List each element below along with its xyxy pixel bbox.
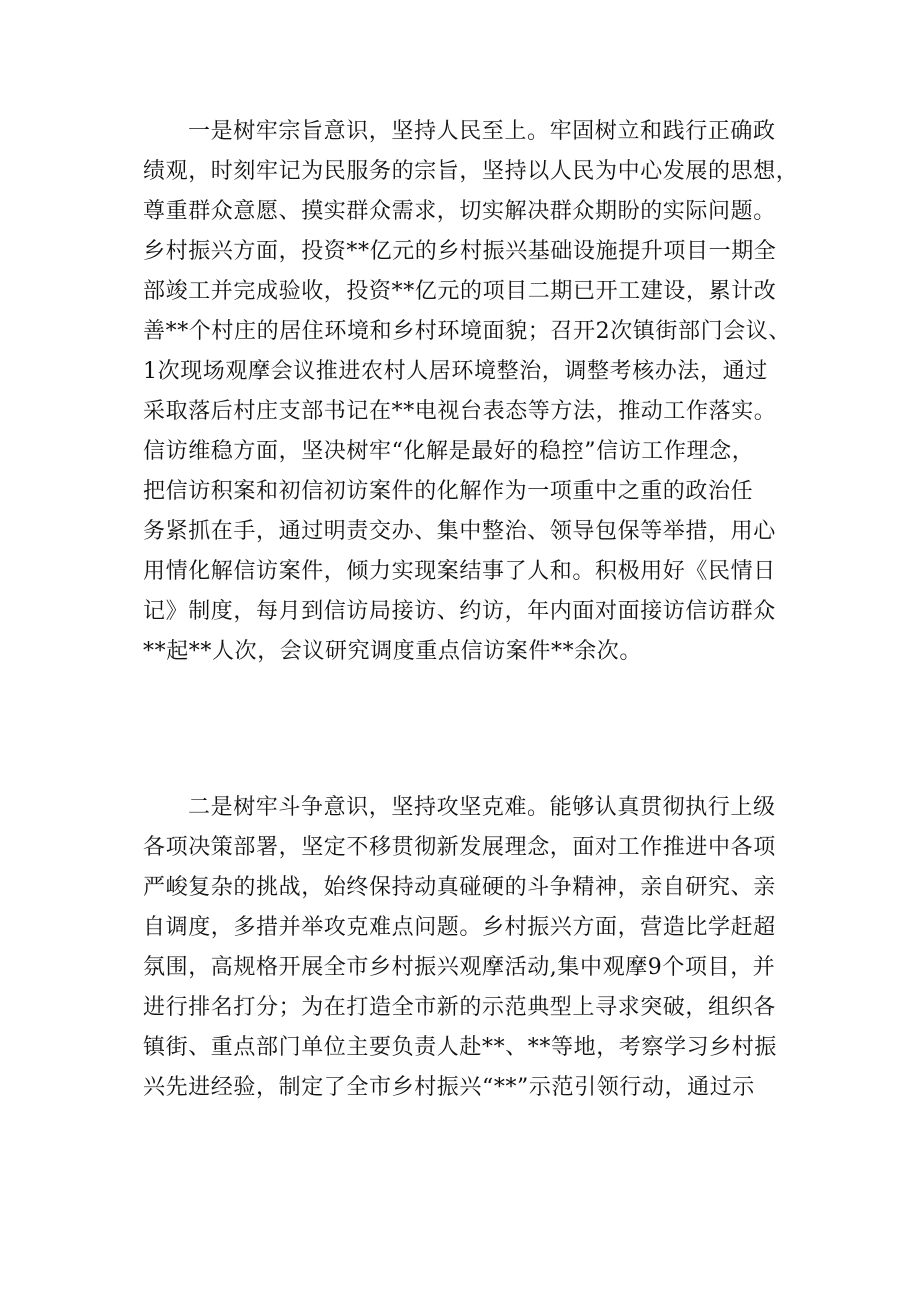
paragraph-1-line-11: 务紧抓在手，通过明责交办、集中整治、领导包保等举措，用心: [143, 519, 776, 544]
paragraph-2-line-4: 自调度，多措并举攻克难点问题。乡村振兴方面，营造比学赶超: [143, 915, 776, 940]
paragraph-2: [143, 788, 803, 1108]
paragraph-2-line-7: 镇街、重点部门单位主要负责人赴**、**等地，考察学习乡村振: [143, 1035, 778, 1060]
paragraph-1-line-2: 绩观，时刻牢记为民服务的宗旨，坚持以人民为中心发展的思想，: [143, 159, 799, 184]
paragraph-1-line-9: 信访维稳方面，坚决树牢“化解是最好的稳控”信访工作理念，: [143, 439, 755, 464]
paragraph-1-line-7: 1次现场观摩会议推进农村人居环境整治，调整考核办法，通过: [143, 359, 768, 384]
paragraph-1-line-5: 部竣工并完成验收，投资**亿元的项目二期已开工建设，累计改: [143, 279, 777, 304]
paragraph-1: [143, 112, 803, 672]
paragraph-1-line-12: 用情化解信访案件，倾力实现案结事了人和。积极用好《民情日: [143, 559, 776, 584]
paragraph-2-line-3: 严峻复杂的挑战，始终保持动真碰硬的斗争精神，亲自研究、亲: [143, 875, 776, 900]
paragraph-2-line-6: 进行排名打分；为在打造全市新的示范典型上寻求突破，组织各: [143, 995, 776, 1020]
paragraph-1-line-10: 把信访积案和初信初访案件的化解作为一项重中之重的政治任: [143, 479, 754, 504]
paragraph-1-line-8: 采取落后村庄支部书记在**电视台表态等方法，推动工作落实。: [143, 399, 777, 424]
paragraph-1-line-1: 一是树牢宗旨意识，坚持人民至上。牢固树立和践行正确政: [188, 119, 776, 144]
paragraph-2-line-8: 兴先进经验，制定了全市乡村振兴“**”示范引领行动，通过示: [143, 1075, 755, 1100]
paragraph-1-line-13: 记》制度，每月到信访局接访、约访，年内面对面接访信访群众: [143, 599, 776, 624]
paragraph-1-line-14: **起**人次，会议研究调度重点信访案件**余次。: [143, 639, 643, 664]
paragraph-1-line-3: 尊重群众意愿、摸实群众需求，切实解决群众期盼的实际问题。: [143, 199, 776, 224]
paragraph-1-line-6: 善**个村庄的居住环境和乡村环境面貌；召开2次镇街部门会议、: [143, 319, 791, 344]
paragraph-2-line-2: 各项决策部署，坚定不移贯彻新发展理念，面对工作推进中各项: [143, 835, 776, 860]
paragraph-2-line-1: 二是树牢斗争意识，坚持攻坚克难。能够认真贯彻执行上级: [188, 795, 776, 820]
paragraph-1-line-4: 乡村振兴方面，投资**亿元的乡村振兴基础设施提升项目一期全: [143, 239, 777, 264]
paragraph-2-line-5: 氛围，高规格开展全市乡村振兴观摩活动,集中观摩9个项目，并: [143, 955, 776, 980]
